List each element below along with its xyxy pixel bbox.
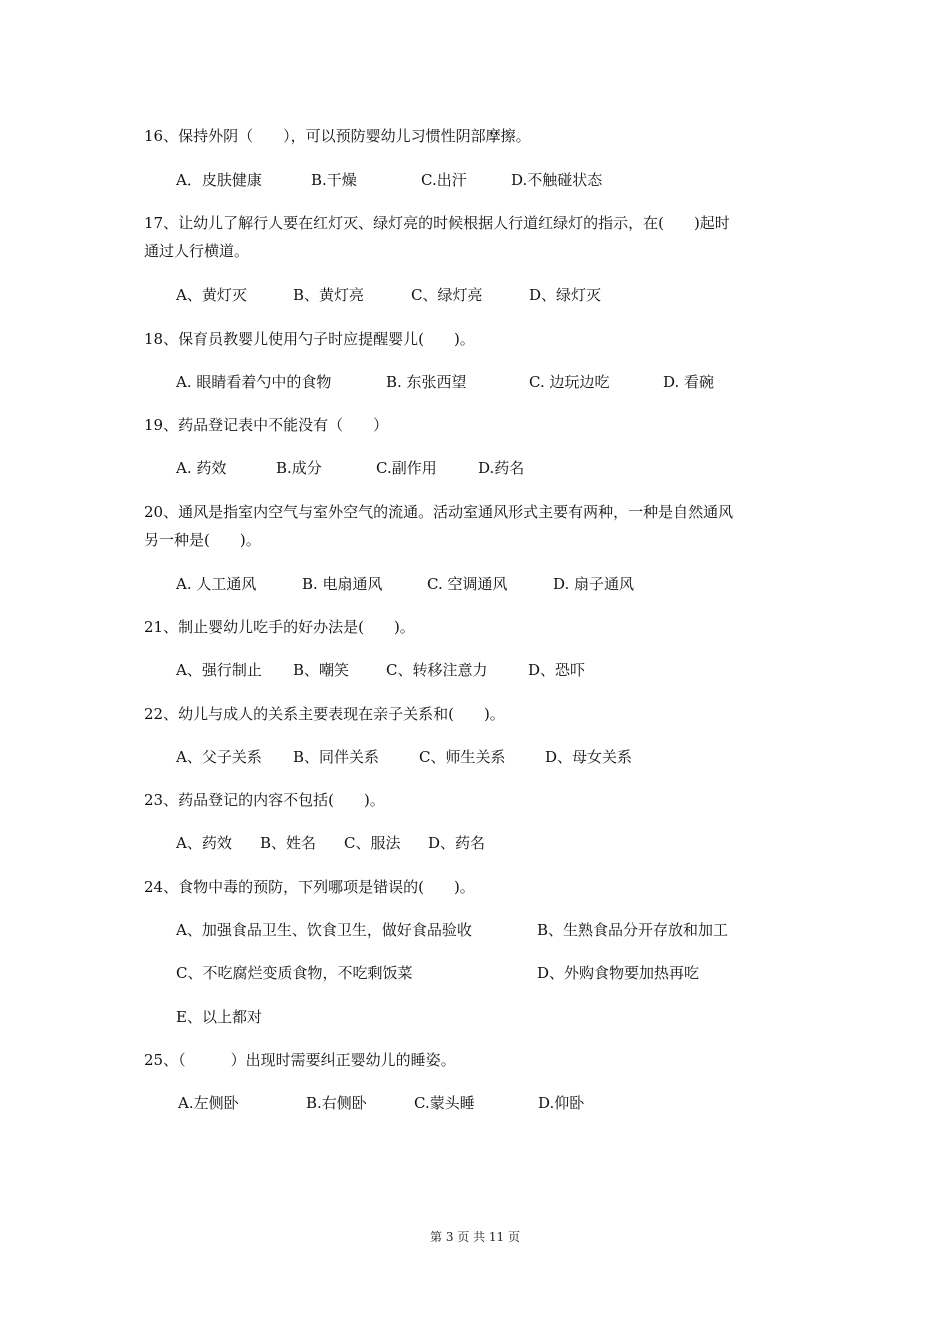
option-a: A、加强食品卫生、饮食卫生，做好食品验收 — [176, 921, 472, 939]
question-16-text: 16、保持外阴（ ），可以预防婴幼儿习惯性阴部摩擦。 — [144, 127, 531, 145]
question-25-text: 25、（ ）出现时需要纠正婴幼儿的睡姿。 — [144, 1051, 456, 1069]
option-a: A、黄灯灭 — [176, 286, 247, 304]
option-c: C、绿灯亮 — [411, 286, 483, 304]
option-c: C、转移注意力 — [386, 661, 488, 679]
question-24-text: 24、食物中毒的预防，下列哪项是错误的( )。 — [144, 878, 475, 896]
option-d: D、恐吓 — [528, 661, 586, 679]
option-b: B、生熟食品分开存放和加工 — [537, 921, 729, 939]
option-d: D、绿灯灭 — [529, 286, 602, 304]
option-b: B、姓名 — [260, 834, 317, 852]
option-b: B. 东张西望 — [386, 373, 467, 391]
option-d: D. 看碗 — [663, 373, 715, 391]
option-d: D、母女关系 — [545, 748, 633, 766]
option-b: B、同伴关系 — [293, 748, 380, 766]
question-18-text: 18、保育员教婴儿使用勺子时应提醒婴儿( )。 — [144, 330, 475, 348]
option-e: E、以上都对 — [176, 1008, 262, 1026]
question-17-text-cont: 通过人行横道。 — [144, 242, 250, 260]
option-a: A、强行制止 — [176, 661, 262, 679]
question-23-text: 23、药品登记的内容不包括( )。 — [144, 791, 385, 809]
option-b: B、嘲笑 — [293, 661, 350, 679]
question-19-text: 19、药品登记表中不能没有（ ） — [144, 416, 389, 434]
question-17-text: 17、让幼儿了解行人要在红灯灭、绿灯亮的时候根据人行道红绿灯的指示，在( )起时 — [144, 214, 730, 232]
option-c: C.副作用 — [376, 459, 437, 477]
option-b: B.右侧卧 — [306, 1094, 367, 1112]
option-a: A. 人工通风 — [176, 575, 257, 593]
option-d: D、外购食物要加热再吃 — [537, 964, 700, 982]
option-a: A.左侧卧 — [178, 1094, 239, 1112]
question-20-text-cont: 另一种是( )。 — [144, 531, 261, 549]
option-c: C、服法 — [344, 834, 401, 852]
option-c: C.出汗 — [421, 171, 467, 189]
question-20-text: 20、通风是指室内空气与室外空气的流通。活动室通风形式主要有两种，一种是自然通风 — [144, 503, 734, 521]
option-a: A. 药效 — [176, 459, 227, 477]
option-a: A．皮肤健康 — [176, 171, 262, 189]
option-c: C.蒙头睡 — [414, 1094, 475, 1112]
question-22-text: 22、幼儿与成人的关系主要表现在亲子关系和( )。 — [144, 705, 505, 723]
option-c: C. 空调通风 — [427, 575, 508, 593]
option-c: C、不吃腐烂变质食物，不吃剩饭菜 — [176, 964, 413, 982]
option-b: B、黄灯亮 — [293, 286, 365, 304]
option-b: B.干燥 — [311, 171, 357, 189]
option-d: D. 扇子通风 — [553, 575, 635, 593]
option-a: A. 眼睛看着勺中的食物 — [176, 373, 332, 391]
option-a: A、父子关系 — [176, 748, 262, 766]
option-d: D.不触碰状态 — [511, 171, 603, 189]
option-d: D.仰卧 — [538, 1094, 585, 1112]
option-d: D、药名 — [428, 834, 486, 852]
option-b: B.成分 — [276, 459, 322, 477]
option-b: B. 电扇通风 — [302, 575, 383, 593]
page-number-footer: 第 3 页 共 11 页 — [430, 1230, 520, 1244]
option-a: A、药效 — [176, 834, 232, 852]
option-c: C. 边玩边吃 — [529, 373, 610, 391]
option-c: C、师生关系 — [419, 748, 506, 766]
option-d: D.药名 — [478, 459, 525, 477]
question-21-text: 21、制止婴幼儿吃手的好办法是( )。 — [144, 618, 415, 636]
